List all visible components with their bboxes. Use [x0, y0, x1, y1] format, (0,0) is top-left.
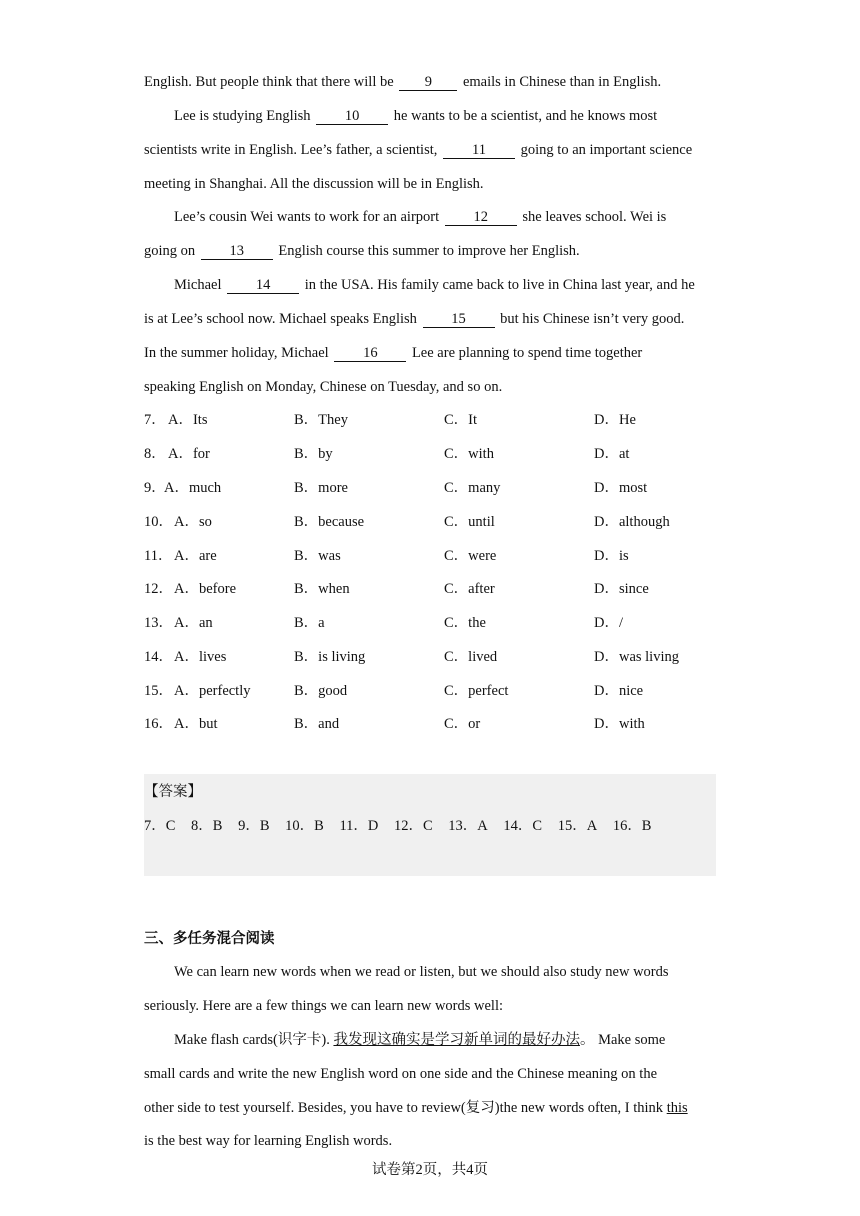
paragraph-line: is the best way for learning English words. [144, 1133, 393, 1149]
option-d: D．most [594, 480, 648, 496]
answer-item: 12．C [394, 818, 433, 834]
text: in the USA. His family came back to live in China last year, and he [301, 277, 695, 293]
question-row [144, 546, 716, 566]
option-b: B．was [294, 548, 341, 564]
page-footer: 试卷第2页，共4页 [372, 1162, 488, 1178]
question-number: 14． [144, 649, 173, 665]
option-a: A．before [174, 581, 237, 597]
question-number: 8． [144, 446, 166, 462]
passage-line [144, 140, 692, 160]
question-number: 15． [144, 683, 173, 699]
passage-line [144, 343, 642, 363]
text: Lee are planning to spend time together [408, 345, 643, 361]
passage-line [174, 275, 695, 295]
option-b: B．good [294, 683, 348, 699]
option-c: C．until [444, 514, 495, 530]
text: Michael [174, 277, 226, 293]
option-d: D．since [594, 581, 649, 597]
text: Lee’s cousin Wei wants to work for an airport [174, 209, 443, 225]
option-d: D．at [594, 446, 630, 462]
underlined-sentence: 我发现这确实是学习新单词的最好办法 [333, 1032, 580, 1048]
blank-12: 12 [445, 210, 517, 226]
option-a: A．an [174, 615, 213, 631]
option-a: A．Its [168, 412, 208, 428]
question-number: 16． [144, 716, 173, 732]
blank-16: 16 [334, 346, 406, 362]
option-b: B．more [294, 480, 348, 496]
underlined-word: this [666, 1100, 688, 1116]
text: emails in Chinese than in English. [459, 74, 662, 90]
answer-item: 8．B [191, 818, 223, 834]
text: going to an important science [517, 142, 693, 158]
text: but his Chinese isn’t very good. [496, 311, 685, 327]
option-b: B．They [294, 412, 348, 428]
option-a: A．lives [174, 649, 227, 665]
option-b: B．a [294, 615, 325, 631]
passage-line: speaking English on Monday, Chinese on Tuesday, and so on. [144, 379, 503, 395]
answer-list [144, 816, 663, 836]
option-a: A．much [164, 480, 222, 496]
answer-item: 10．B [285, 818, 324, 834]
option-a: A．so [174, 514, 212, 530]
passage-line [174, 106, 657, 126]
question-number: 7． [144, 412, 166, 428]
blank-10: 10 [316, 109, 388, 125]
text: English. But people think that there will be [144, 74, 398, 90]
question-row [144, 681, 716, 701]
passage-line [144, 309, 684, 329]
option-b: B．when [294, 581, 350, 597]
option-d: D．was living [594, 649, 679, 665]
paragraph-line: seriously. Here are a few things we can learn new words well: [144, 998, 504, 1014]
blank-9: 9 [399, 75, 457, 91]
answer-box [144, 774, 716, 876]
blank-11: 11 [443, 143, 515, 159]
passage-line [174, 207, 666, 227]
question-row [144, 647, 716, 667]
question-number: 13． [144, 615, 173, 631]
option-c: C．perfect [444, 683, 509, 699]
question-row [144, 478, 716, 498]
option-d: D．although [594, 514, 670, 530]
option-a: A．but [174, 716, 218, 732]
text: 。 Make some [579, 1032, 666, 1048]
paragraph-line [174, 1030, 665, 1050]
option-c: C．It [444, 412, 478, 428]
option-c: C．were [444, 548, 497, 564]
paragraph-line [144, 1098, 688, 1118]
option-b: B．because [294, 514, 365, 530]
text: he wants to be a scientist, and he knows most [390, 108, 658, 124]
option-b: B．is living [294, 649, 366, 665]
text: In the summer holiday, Michael [144, 345, 333, 361]
answer-item: 13．A [448, 818, 488, 834]
option-d: D．with [594, 716, 645, 732]
answer-item: 14．C [503, 818, 543, 834]
option-c: C．after [444, 581, 495, 597]
text: English course this summer to improve her English. [274, 243, 580, 259]
question-row [144, 714, 716, 734]
question-number: 11． [144, 548, 173, 564]
answer-item: 7．C [144, 818, 176, 834]
option-c: C．lived [444, 649, 498, 665]
option-a: A．for [168, 446, 210, 462]
option-b: B．by [294, 446, 333, 462]
option-c: C．the [444, 615, 486, 631]
option-a: A．are [174, 548, 217, 564]
text: is at Lee’s school now. Michael speaks English [144, 311, 421, 327]
question-row [144, 444, 716, 464]
blank-14: 14 [227, 278, 299, 294]
question-row [144, 613, 716, 633]
text: Lee is studying English [174, 108, 315, 124]
option-d: D．He [594, 412, 636, 428]
text: she leaves school. Wei is [518, 209, 667, 225]
text: Make flash cards(识字卡). [174, 1032, 334, 1048]
answer-title: 【答案】 [144, 784, 202, 800]
question-number: 10． [144, 514, 173, 530]
passage-line: meeting in Shanghai. All the discussion will be in English. [144, 176, 484, 192]
option-c: C．many [444, 480, 501, 496]
option-c: C．with [444, 446, 494, 462]
text: scientists write in English. Lee’s father, a scientist, [144, 142, 442, 158]
option-d: D．nice [594, 683, 644, 699]
option-a: A．perfectly [174, 683, 251, 699]
paragraph-line: We can learn new words when we read or listen, but we should also study new words [174, 964, 669, 980]
blank-15: 15 [423, 312, 495, 328]
question-row [144, 512, 716, 532]
text: other side to test yourself. Besides, you have to review(复习)the new words often, I think [144, 1100, 667, 1116]
question-row [144, 579, 716, 599]
answer-item: 15．A [557, 818, 598, 834]
option-c: C．or [444, 716, 481, 732]
answer-item: 9．B [238, 818, 270, 834]
question-number: 9． [144, 480, 166, 496]
option-b: B．and [294, 716, 340, 732]
passage-line [144, 72, 661, 92]
answer-item: 11．D [339, 818, 379, 834]
blank-13: 13 [201, 244, 273, 260]
paragraph-line: small cards and write the new English word on one side and the Chinese meaning on the [144, 1066, 658, 1082]
question-row [144, 410, 716, 430]
option-d: D．/ [594, 615, 623, 631]
option-d: D．is [594, 548, 629, 564]
section-title: 三、多任务混合阅读 [144, 931, 275, 947]
text: going on [144, 243, 199, 259]
question-number: 12． [144, 581, 173, 597]
passage-line [144, 241, 580, 261]
answer-item: 16．B [612, 818, 652, 834]
